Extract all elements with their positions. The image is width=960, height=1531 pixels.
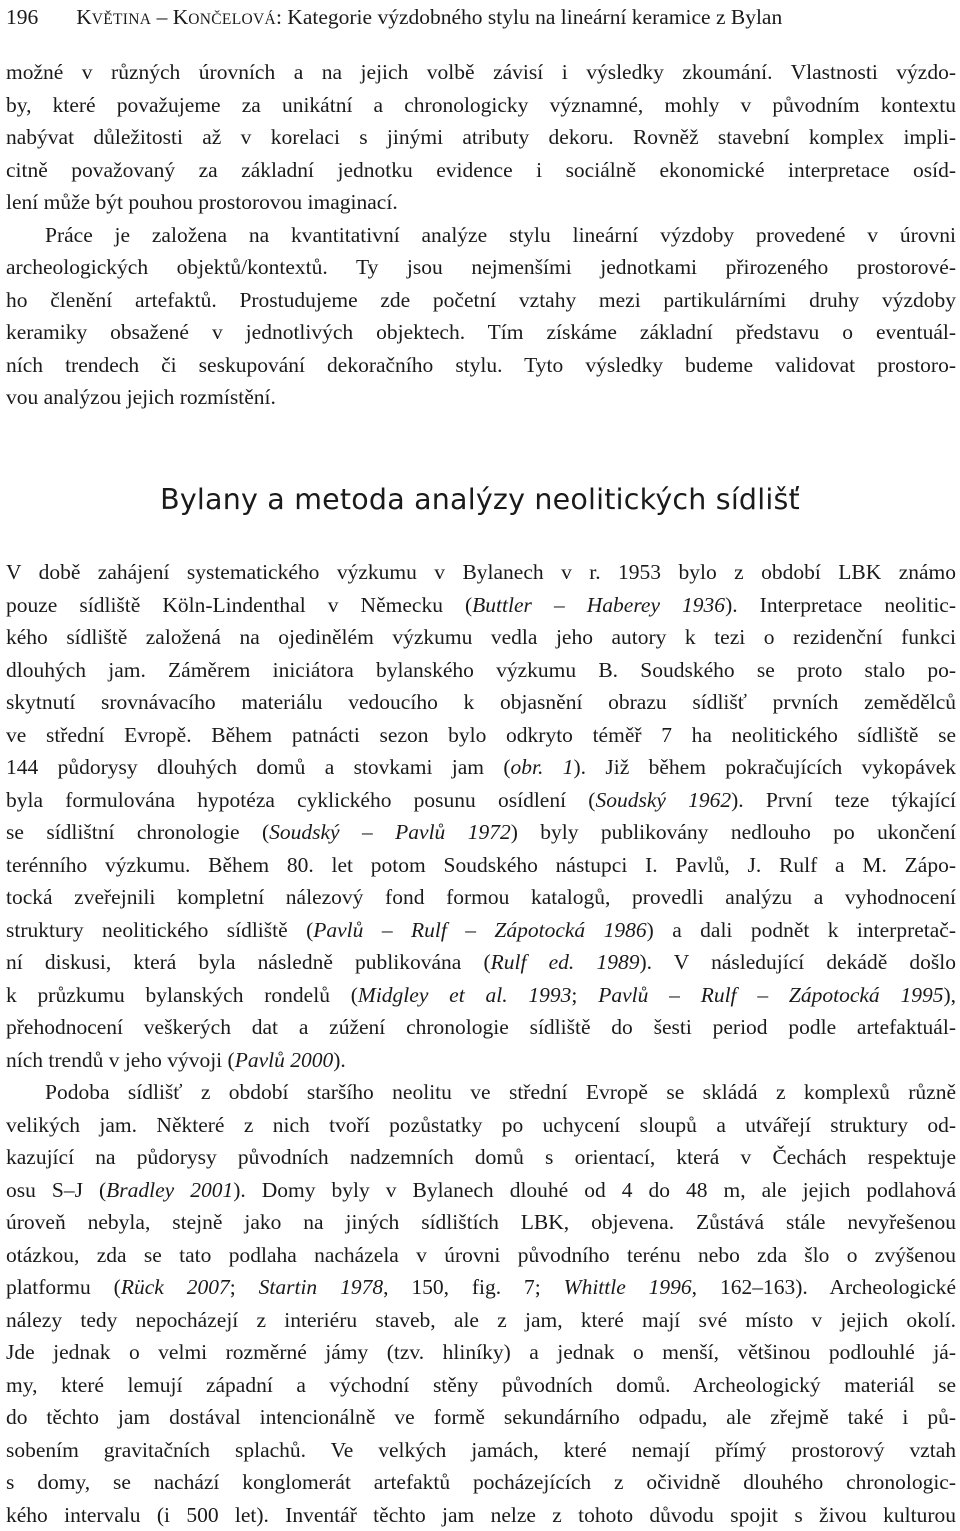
text-segment: osu S–J ( [6,1178,106,1202]
citation: Bradley 2001 [106,1178,233,1202]
section-line: my, které lemují západní a východní stěny původních domů. Archeologický materiál se [6,1369,956,1402]
intro-line: lení může být pouhou prostorovou imaginací. [6,186,956,219]
text-segment: byla formulována hypotéza cyklického posunu osídlení ( [6,788,595,812]
intro-line: citně považovaný za základní jednotku evidence i sociálně ekonomické interpretace osíd- [6,154,956,187]
intro-line: Práce je založena na kvantitativní analýze stylu lineární výzdoby provedené v úrovni [6,219,956,252]
text-segment: k průzkumu bylanských rondelů ( [6,983,358,1007]
section-line [6,1271,956,1304]
intro-line: archeologických objektů/kontextů. Ty jsou nejmenšími jednotkami přirozeného prostorové- [6,251,956,284]
citation: Buttler – Haberey 1936 [472,593,725,617]
text-segment: pouze sídliště Köln-Lindenthal v Německu ( [6,593,472,617]
running-title: : Kategorie výzdobného stylu na lineární keramice z Bylan [276,5,782,29]
section-line [6,914,956,947]
section-line: dlouhých jam. Záměrem iniciátora bylanského výzkumu B. Soudského se proto stalo po- [6,654,956,687]
text-segment: ). Domy byly v Bylanech dlouhé od 4 do 48 m, ale jejich podlahová [233,1178,956,1202]
author-1: KVĚTINA [76,5,151,29]
text-segment: ních trendů v jeho vývoji ( [6,1048,235,1072]
section-line: kazující na půdorysy původních nadzemních domů s orientací, která v Čechách respektuje [6,1141,956,1174]
section-line [6,1044,956,1077]
text-segment: ). Již během pokračujících vykopávek [574,755,957,779]
section-line: kého sídliště založená na ojedinělém výzkumu vedla jeho autory k tezi o rezidenční funkci [6,621,956,654]
section-line: otázkou, zda se tato podlaha nacházela v úrovni původního terénu nebo zda šlo o zvýšenou [6,1239,956,1272]
text-segment: , 150, fig. 7; [383,1275,564,1299]
text-segment: ; [230,1275,259,1299]
section-body [6,556,956,1531]
citation: Pavlů – Rulf – Zápotocká 1995 [598,983,943,1007]
citation: obr. 1 [511,755,574,779]
intro-line: keramiky obsažené v jednotlivých objektech. Tím získáme základní představu o eventuál- [6,316,956,349]
section-line: velikých jam. Některé z nich tvoří pozůstatky po uchycení sloupů a utvářejí struktury od- [6,1109,956,1142]
section-line [6,751,956,784]
citation: Pavlů – Rulf – Zápotocká 1986 [313,918,646,942]
text-segment: ) byly publikovány nedlouho po ukončení [511,820,956,844]
text-segment: ; [571,983,598,1007]
section-line: kého intervalu (i 500 let). Inventář těchto jam nelze z tohoto důvodu spojit s živou kulturou [6,1499,956,1531]
section-line [6,784,956,817]
section-line: sobením gravitačních splachů. Ve velkých jamách, které nemají přímý prostorový vztah [6,1434,956,1467]
text-segment: ). První teze týkající [731,788,956,812]
citation: Rulf ed. 1989 [491,950,640,974]
section-line [6,1174,956,1207]
section-line: V době zahájení systematického výzkumu v Bylanech v r. 1953 bylo z období LBK známo [6,556,956,589]
section-line [6,589,956,622]
text-segment: platformu ( [6,1275,121,1299]
text-segment: ). V následující dekádě došlo [639,950,956,974]
text-segment: , 162–163). Archeologické [692,1275,956,1299]
author-2: KONČELOVÁ [173,5,276,29]
intro-line: nabývat důležitosti až v korelaci s jinými atributy dekoru. Rovněž stavební komplex impli- [6,121,956,154]
intro-paragraphs [6,56,956,414]
text-segment: 144 půdorysy dlouhých domů a stovkami jam ( [6,755,511,779]
section-line [6,946,956,979]
intro-line: ních trendech či seskupování dekoračního stylu. Tyto výsledky budeme validovat prostoro- [6,349,956,382]
running-head [6,2,956,35]
section-line: tocká zveřejnili kompletní nálezový fond formou katalogů, provedli analýzu a vyhodnocení [6,881,956,914]
text-segment: struktury neolitického sídliště ( [6,918,313,942]
citation: Rück 2007 [121,1275,230,1299]
section-line: ve střední Evropě. Během patnácti sezon bylo odkryto téměř 7 ha neolitického sídliště se [6,719,956,752]
text-segment: ) a dali podnět k interpretač- [647,918,956,942]
citation: Midgley et al. 1993 [358,983,571,1007]
text-segment: ), [943,983,956,1007]
text-segment: ní diskusi, která byla následně publikována ( [6,950,491,974]
intro-line: ho členění artefaktů. Prostudujeme zde početní vztahy mezi partikulárními druhy výzdoby [6,284,956,317]
citation: Soudský 1962 [595,788,731,812]
section-line [6,816,956,849]
section-line: přehodnocení veškerých dat a zúžení chronologie sídliště do šesti period podle artefaktuál- [6,1011,956,1044]
section-line: úroveň nebyla, stejně jako na jiných sídlištích LBK, objevena. Zůstává stále nevyřešenou [6,1206,956,1239]
citation: Pavlů 2000 [235,1048,334,1072]
section-line: Podoba sídlišť z období staršího neolitu ve střední Evropě se skládá z komplexů různě [6,1076,956,1109]
citation: Startin 1978 [259,1275,383,1299]
section-line: Jde jednak o velmi rozměrné jámy (tzv. hliníky) a jednak o menší, většinou podlouhlé já- [6,1336,956,1369]
citation: Whittle 1996 [564,1275,692,1299]
text-segment: ). Interpretace neolitic- [725,593,956,617]
section-line: terénního výzkumu. Během 80. let potom Soudského nástupci I. Pavlů, J. Rulf a M. Zápo- [6,849,956,882]
text-segment: se sídlištní chronologie ( [6,820,269,844]
section-line: do těchto jam dostával intencionálně ve formě sekundárního odpadu, ale zřejmě také i pů- [6,1401,956,1434]
citation: Soudský – Pavlů 1972 [269,820,511,844]
section-line: skytnutí srovnávacího materiálu vedoucího k objasnění obrazu sídlišť prvních zemědělců [6,686,956,719]
text-segment: ). [333,1048,346,1072]
author-separator: – [151,5,173,29]
page-number: 196 [6,5,38,29]
section-line: nálezy tedy nepocházejí z interiéru staveb, ale z jam, které mají své místo v jejich okolí. [6,1304,956,1337]
section-line [6,979,956,1012]
section-heading: Bylany a metoda analýzy neolitických sídlišť [0,478,960,522]
section-line: s domy, se nachází konglomerát artefaktů pocházejících z očividně dlouhého chronologic- [6,1466,956,1499]
intro-line: vou analýzou jejich rozmístění. [6,381,956,414]
intro-line: možné v různých úrovních a na jejich volbě závisí i výsledky zkoumání. Vlastnosti výzdo- [6,56,956,89]
intro-line: by, které považujeme za unikátní a chronologicky významné, mohly v původním kontextu [6,89,956,122]
